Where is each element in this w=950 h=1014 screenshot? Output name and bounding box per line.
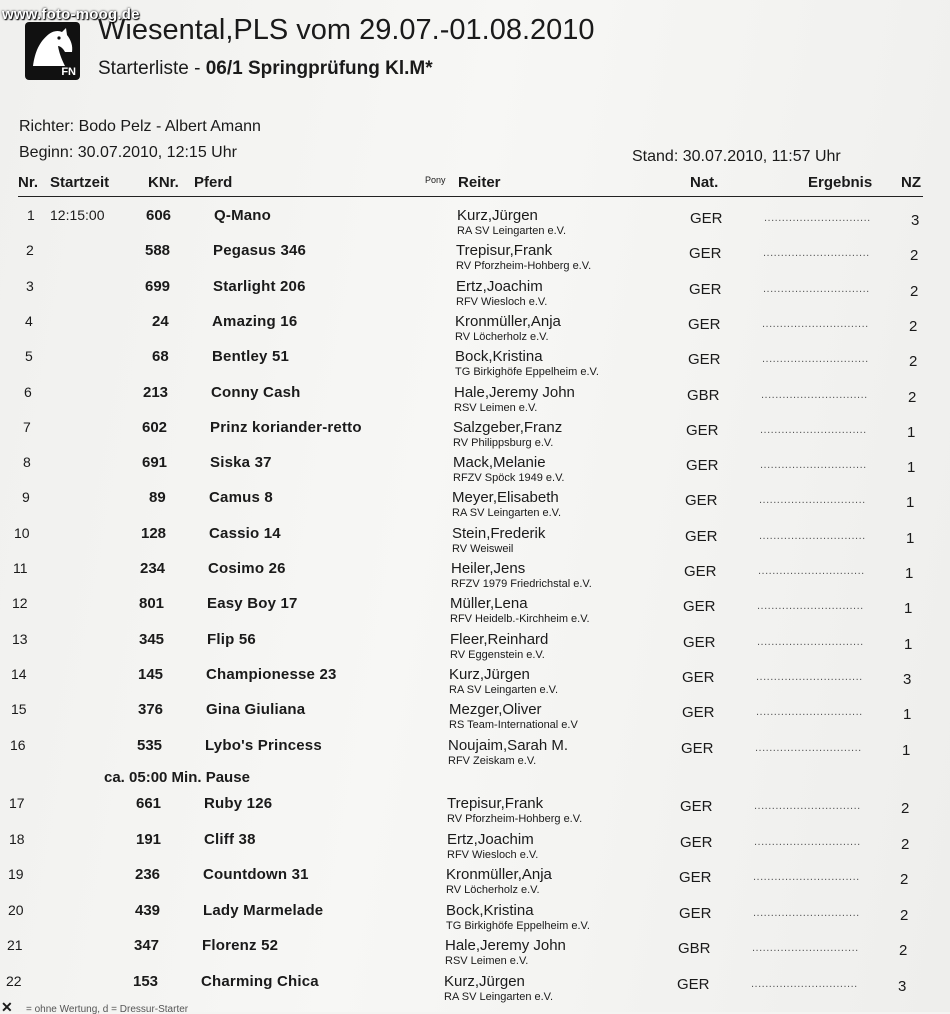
starter-rider: Trepisur,Frank bbox=[447, 795, 544, 812]
table-row bbox=[0, 419, 950, 454]
starter-club: TG Birkighöfe Eppelheim e.V. bbox=[455, 366, 599, 379]
starter-knr: 145 bbox=[138, 665, 164, 683]
starter-nz: 3 bbox=[911, 212, 920, 229]
starter-knr: 535 bbox=[137, 736, 163, 754]
starter-nat: GER bbox=[689, 245, 722, 263]
starter-nz: 2 bbox=[910, 247, 919, 265]
starter-nz: 1 bbox=[902, 741, 911, 759]
result-placeholder: .............................. bbox=[762, 317, 869, 330]
starter-horse: Lybo's Princess bbox=[205, 736, 322, 754]
result-placeholder: .............................. bbox=[757, 600, 864, 613]
result-placeholder: .............................. bbox=[758, 565, 865, 577]
starter-knr: 801 bbox=[139, 595, 165, 613]
starter-nz: 2 bbox=[908, 388, 917, 406]
result-placeholder: .............................. bbox=[759, 494, 866, 507]
starter-nat: GER bbox=[683, 598, 716, 616]
col-header-ergebnis: Ergebnis bbox=[808, 174, 873, 191]
starter-club: RSV Leimen e.V. bbox=[445, 955, 529, 968]
starter-nr: 7 bbox=[23, 418, 31, 435]
starter-knr: 661 bbox=[136, 795, 162, 812]
col-header-nr: Nr. bbox=[18, 174, 39, 191]
starter-horse: Bentley 51 bbox=[212, 348, 290, 366]
result-placeholder: .............................. bbox=[756, 670, 863, 683]
result-placeholder: .............................. bbox=[760, 459, 867, 472]
starter-knr: 606 bbox=[146, 207, 172, 224]
result-placeholder: .............................. bbox=[759, 529, 866, 542]
starter-nz: 2 bbox=[909, 317, 918, 335]
starter-nat: GER bbox=[679, 904, 712, 922]
starter-nr: 11 bbox=[13, 560, 28, 576]
starter-horse: Q-Mano bbox=[214, 207, 272, 224]
starter-club: RV Weisweil bbox=[452, 542, 514, 555]
starter-club: RV Philippsburg e.V. bbox=[453, 436, 554, 449]
starter-horse: Cliff 38 bbox=[204, 830, 256, 848]
starter-club: RFV Heidelb.-Kirchheim e.V. bbox=[450, 613, 590, 626]
starter-rider: Noujaim,Sarah M. bbox=[448, 736, 569, 754]
starter-club: RV Löcherholz e.V. bbox=[455, 330, 549, 343]
starter-rider: Fleer,Reinhard bbox=[450, 630, 549, 648]
starter-rider: Meyer,Elisabeth bbox=[452, 489, 559, 507]
starter-nz: 1 bbox=[905, 565, 914, 582]
starter-rider: Mack,Melanie bbox=[453, 454, 546, 472]
starter-rider: Salzgeber,Franz bbox=[453, 418, 563, 436]
starter-nr: 8 bbox=[23, 454, 31, 471]
table-row bbox=[0, 866, 950, 901]
starter-club: RA SV Leingarten e.V. bbox=[457, 225, 567, 237]
starter-club: RS Team-International e.V bbox=[449, 719, 578, 732]
starter-rider: Kurz,Jürgen bbox=[449, 665, 530, 683]
starter-horse: Prinz koriander-retto bbox=[210, 418, 362, 436]
event-title: Wiesental,PLS vom 29.07.-01.08.2010 bbox=[98, 14, 595, 46]
starter-horse: Siska 37 bbox=[210, 454, 272, 472]
starter-nr: 22 bbox=[6, 973, 22, 989]
table-row bbox=[0, 902, 950, 937]
starter-club: RA SV Leingarten e.V. bbox=[444, 991, 554, 1003]
table-row bbox=[0, 666, 950, 701]
result-placeholder: .............................. bbox=[755, 741, 862, 754]
starter-club: RV Löcherholz e.V. bbox=[446, 884, 540, 897]
starter-time: 12:15:00 bbox=[50, 207, 105, 223]
starter-nz: 1 bbox=[906, 529, 915, 547]
starter-nat: GER bbox=[688, 315, 721, 333]
starter-nat: GER bbox=[690, 210, 723, 227]
table-row bbox=[0, 242, 950, 277]
table-row bbox=[0, 737, 950, 772]
starter-horse: Ruby 126 bbox=[204, 795, 273, 812]
starter-nr: 21 bbox=[7, 937, 23, 954]
starter-nat: GER bbox=[681, 739, 714, 757]
starter-knr: 588 bbox=[145, 242, 171, 260]
starter-horse: Pegasus 346 bbox=[213, 242, 307, 260]
starter-club: RSV Leimen e.V. bbox=[454, 401, 538, 414]
starter-nat: GER bbox=[685, 527, 718, 545]
starter-knr: 153 bbox=[133, 973, 159, 990]
result-placeholder: .............................. bbox=[754, 800, 861, 812]
table-row bbox=[0, 313, 950, 348]
fn-logo bbox=[25, 22, 80, 80]
starter-nat: GER bbox=[686, 457, 719, 475]
starter-nr: 4 bbox=[25, 312, 33, 329]
starter-knr: 24 bbox=[152, 312, 169, 330]
competition-subtitle bbox=[98, 58, 433, 80]
starter-rider: Bock,Kristina bbox=[455, 348, 543, 366]
starter-nz: 2 bbox=[900, 871, 909, 889]
starter-rider: Hale,Jeremy John bbox=[454, 383, 575, 401]
starter-rider: Müller,Lena bbox=[450, 595, 528, 613]
starter-club: TG Birkighöfe Eppelheim e.V. bbox=[446, 919, 590, 932]
table-row bbox=[0, 525, 950, 560]
table-row bbox=[0, 207, 950, 242]
starter-horse: Championesse 23 bbox=[206, 665, 337, 683]
starter-nr: 15 bbox=[11, 701, 27, 718]
starter-knr: 191 bbox=[136, 830, 162, 848]
starter-horse: Countdown 31 bbox=[203, 866, 309, 884]
starter-horse: Easy Boy 17 bbox=[207, 595, 298, 613]
starter-nz: 2 bbox=[900, 906, 909, 924]
starter-nr: 9 bbox=[22, 489, 30, 506]
starter-rider: Kronmüller,Anja bbox=[455, 312, 561, 330]
fn-logo-text: FN bbox=[61, 66, 76, 78]
starter-nat: GER bbox=[679, 869, 712, 887]
starter-knr: 699 bbox=[145, 277, 171, 295]
starter-rider: Trepisur,Frank bbox=[456, 242, 553, 260]
col-header-knr: KNr. bbox=[148, 174, 179, 191]
starter-rider: Bock,Kristina bbox=[446, 901, 534, 919]
starter-horse: Cosimo 26 bbox=[208, 560, 286, 577]
col-header-startzeit: Startzeit bbox=[50, 174, 110, 191]
col-header-nz: NZ bbox=[901, 174, 921, 191]
judges-line: Richter: Bodo Pelz - Albert Amann bbox=[19, 118, 261, 135]
table-row bbox=[0, 937, 950, 972]
starter-club: RV Eggenstein e.V. bbox=[450, 648, 545, 661]
starter-knr: 234 bbox=[140, 560, 166, 577]
stand-time: Stand: 30.07.2010, 11:57 Uhr bbox=[632, 148, 841, 165]
result-placeholder: .............................. bbox=[754, 835, 861, 848]
starter-nat: GBR bbox=[687, 386, 720, 404]
table-row bbox=[0, 795, 950, 830]
starter-rider: Ertz,Joachim bbox=[456, 277, 543, 295]
starter-horse: Conny Cash bbox=[211, 383, 301, 401]
starter-knr: 213 bbox=[143, 383, 169, 401]
starter-rider: Mezger,Oliver bbox=[449, 701, 542, 719]
starter-nat: GER bbox=[689, 280, 722, 298]
starter-horse: Camus 8 bbox=[209, 489, 273, 507]
starter-rider: Hale,Jeremy John bbox=[445, 937, 566, 955]
starter-nz: 2 bbox=[899, 942, 908, 960]
table-row bbox=[0, 278, 950, 313]
starter-nat: GER bbox=[683, 633, 716, 651]
starter-nr: 3 bbox=[26, 277, 34, 294]
result-placeholder: .............................. bbox=[762, 353, 869, 366]
starter-club: RFV Zeiskam e.V. bbox=[448, 754, 537, 767]
starter-nr: 16 bbox=[10, 736, 26, 753]
starter-nr: 19 bbox=[8, 866, 24, 883]
starter-nr: 1 bbox=[27, 207, 35, 223]
starter-nz: 1 bbox=[907, 423, 916, 441]
watermark: www.foto-moog.de bbox=[2, 6, 140, 23]
starter-horse: Starlight 206 bbox=[213, 277, 306, 295]
result-placeholder: .............................. bbox=[764, 212, 871, 224]
starter-nr: 17 bbox=[9, 795, 25, 811]
competition-name: 06/1 Springprüfung Kl.M* bbox=[205, 58, 433, 79]
starter-knr: 376 bbox=[138, 701, 164, 719]
starter-nz: 3 bbox=[903, 670, 912, 688]
table-row bbox=[0, 454, 950, 489]
starter-nr: 10 bbox=[14, 524, 30, 541]
header-divider bbox=[18, 196, 923, 197]
starter-rider: Ertz,Joachim bbox=[447, 830, 534, 848]
result-placeholder: .............................. bbox=[757, 635, 864, 648]
starter-nz: 1 bbox=[906, 494, 915, 512]
starter-nz: 2 bbox=[901, 800, 910, 817]
result-placeholder: .............................. bbox=[761, 388, 868, 401]
subtitle-prefix: Starterliste - bbox=[98, 58, 201, 79]
table-row bbox=[0, 560, 950, 595]
footer-text: = ohne Wertung, d = Dressur-Starter bbox=[26, 1004, 189, 1014]
starter-nat: GER bbox=[686, 421, 719, 439]
result-placeholder: .............................. bbox=[751, 978, 858, 990]
starter-nz: 2 bbox=[910, 282, 919, 300]
result-placeholder: .............................. bbox=[763, 282, 870, 295]
starter-nz: 3 bbox=[898, 978, 907, 995]
starter-club: RA SV Leingarten e.V. bbox=[452, 507, 562, 520]
starter-nz: 1 bbox=[904, 635, 913, 653]
starter-nat: GBR bbox=[678, 940, 711, 958]
starter-nz: 2 bbox=[901, 835, 910, 853]
starter-club: RV Pforzheim-Hohberg e.V. bbox=[447, 813, 583, 825]
col-header-pferd: Pferd bbox=[194, 174, 233, 191]
starter-club: RV Pforzheim-Hohberg e.V. bbox=[456, 260, 592, 273]
starter-rider: Heiler,Jens bbox=[451, 560, 526, 577]
starter-club: RA SV Leingarten e.V. bbox=[449, 683, 559, 696]
footer-legend bbox=[0, 1002, 260, 1014]
col-header-nat: Nat. bbox=[690, 174, 719, 191]
starter-nat: GER bbox=[688, 351, 721, 369]
starter-nz: 1 bbox=[904, 600, 913, 618]
col-header-pony: Pony bbox=[425, 175, 446, 185]
result-placeholder: .............................. bbox=[752, 942, 859, 955]
starter-horse: Charming Chica bbox=[201, 973, 319, 990]
table-row bbox=[0, 595, 950, 630]
starter-nz: 1 bbox=[903, 706, 912, 724]
starter-knr: 68 bbox=[152, 348, 169, 366]
table-row bbox=[0, 631, 950, 666]
starter-club: RFZV Spöck 1949 e.V. bbox=[453, 472, 565, 485]
starter-club: RFV Wiesloch e.V. bbox=[456, 295, 548, 308]
starter-nat: GER bbox=[682, 668, 715, 686]
cross-icon: ✕ bbox=[1, 1002, 13, 1014]
starter-nr: 5 bbox=[25, 348, 33, 365]
starter-rider: Stein,Frederik bbox=[452, 524, 546, 542]
starter-nr: 6 bbox=[24, 383, 32, 400]
starter-club: RFZV 1979 Friedrichstal e.V. bbox=[451, 578, 592, 590]
starter-knr: 128 bbox=[141, 524, 167, 542]
starter-knr: 347 bbox=[134, 937, 160, 955]
starter-horse: Flip 56 bbox=[207, 630, 256, 648]
starter-rider: Kronmüller,Anja bbox=[446, 866, 552, 884]
starter-horse: Florenz 52 bbox=[202, 937, 279, 955]
starter-knr: 89 bbox=[149, 489, 166, 507]
starter-horse: Gina Giuliana bbox=[206, 701, 306, 719]
starter-rider: Kurz,Jürgen bbox=[444, 973, 525, 990]
table-row bbox=[0, 701, 950, 736]
table-row bbox=[0, 831, 950, 866]
starter-knr: 602 bbox=[142, 418, 168, 436]
result-placeholder: .............................. bbox=[760, 423, 867, 436]
starter-nat: GER bbox=[680, 798, 713, 815]
starter-nat: GER bbox=[684, 563, 717, 580]
col-header-reiter: Reiter bbox=[458, 174, 501, 191]
result-placeholder: .............................. bbox=[763, 247, 870, 260]
starter-nr: 18 bbox=[9, 830, 25, 847]
starter-nz: 1 bbox=[907, 459, 916, 477]
starter-nr: 2 bbox=[26, 242, 34, 259]
starter-nr: 14 bbox=[11, 665, 27, 682]
table-row bbox=[0, 384, 950, 419]
result-placeholder: .............................. bbox=[756, 706, 863, 719]
pause-note: ca. 05:00 Min. Pause bbox=[104, 769, 250, 786]
starter-nat: GER bbox=[680, 833, 713, 851]
starter-nat: GER bbox=[685, 492, 718, 510]
starter-nr: 13 bbox=[12, 630, 28, 647]
table-row bbox=[0, 489, 950, 524]
starter-horse: Amazing 16 bbox=[212, 312, 298, 330]
starter-nr: 12 bbox=[12, 595, 28, 612]
result-placeholder: .............................. bbox=[753, 906, 860, 919]
starter-knr: 345 bbox=[139, 630, 165, 648]
table-row bbox=[0, 348, 950, 383]
starter-nr: 20 bbox=[8, 901, 24, 918]
starter-horse: Lady Marmelade bbox=[203, 901, 324, 919]
starter-nat: GER bbox=[677, 976, 710, 993]
starter-club: RFV Wiesloch e.V. bbox=[447, 848, 539, 861]
starter-knr: 236 bbox=[135, 866, 161, 884]
starter-nat: GER bbox=[682, 704, 715, 722]
starter-knr: 691 bbox=[142, 454, 168, 472]
result-placeholder: .............................. bbox=[753, 871, 860, 884]
starter-knr: 439 bbox=[135, 901, 161, 919]
starter-horse: Cassio 14 bbox=[209, 524, 281, 542]
begin-time: Beginn: 30.07.2010, 12:15 Uhr bbox=[19, 144, 237, 161]
starter-rider: Kurz,Jürgen bbox=[457, 207, 538, 224]
starter-nz: 2 bbox=[909, 353, 918, 371]
